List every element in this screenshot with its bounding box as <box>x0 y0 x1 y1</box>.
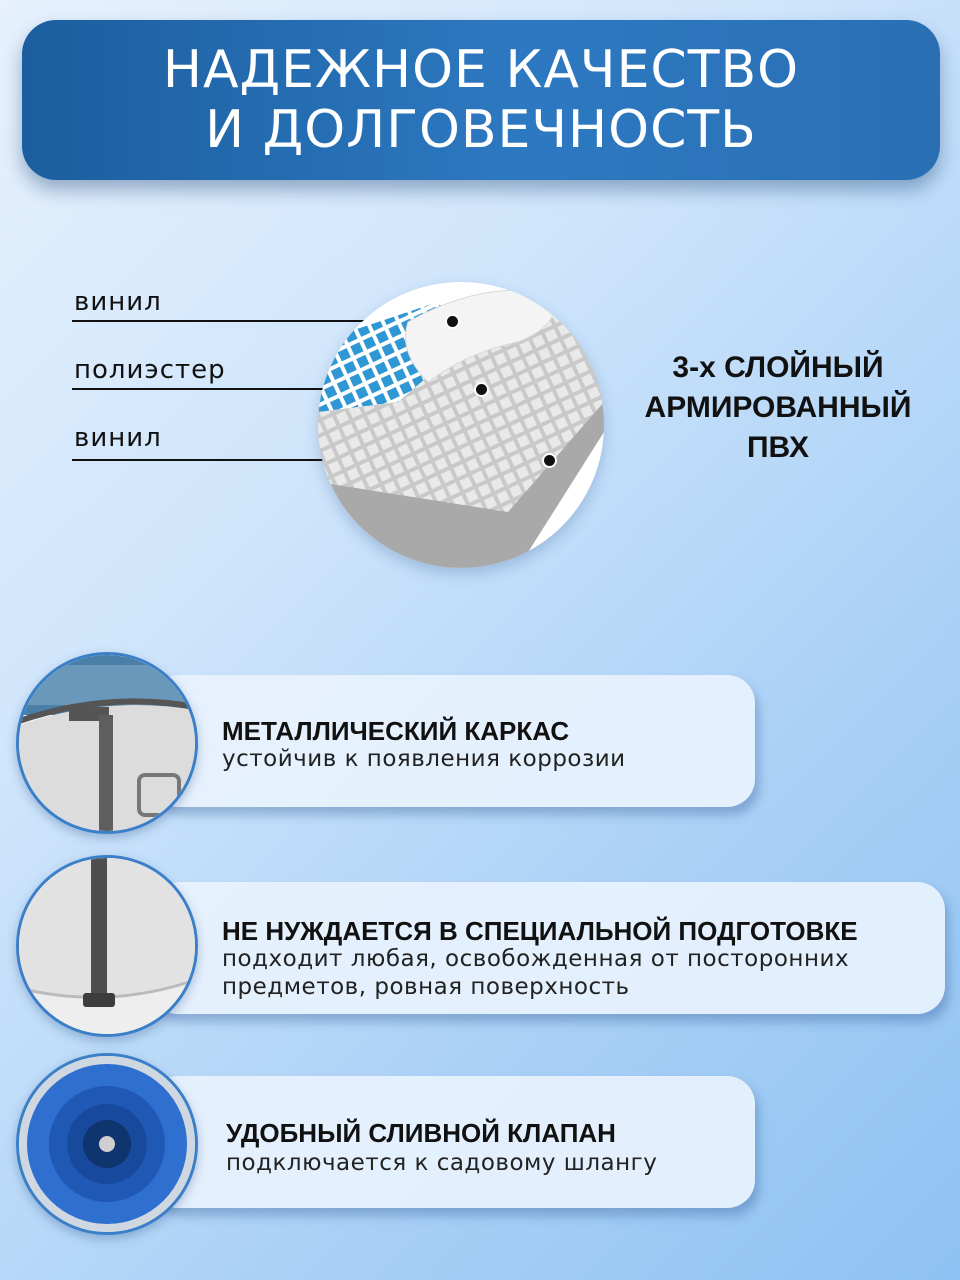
layer-label-vinyl-top: винил <box>74 287 162 317</box>
header-title-line-1: НАДЕЖНОЕ КАЧЕСТВО <box>162 40 800 100</box>
pool-leg-image <box>16 855 198 1037</box>
header-banner <box>22 20 940 180</box>
pvc-layers-image <box>318 282 604 568</box>
feature-desc-preparation-line-1: подходит любая, освобожденная от посторонних <box>222 946 850 972</box>
layer-label-vinyl-bottom: винил <box>74 423 162 453</box>
pvc-title-line-1: 3-х СЛОЙНЫЙ <box>672 351 884 384</box>
feature-desc-valve: подключается к садовому шлангу <box>226 1150 658 1176</box>
feature-title-preparation: НЕ НУЖДАЕТСЯ В СПЕЦИАЛЬНОЙ ПОДГОТОВКЕ <box>222 916 858 946</box>
pvc-title <box>618 348 938 468</box>
feature-desc-preparation-line-2: предметов, ровная поверхность <box>222 974 630 1000</box>
layer-dot-bottom <box>542 453 557 468</box>
feature-title-frame: МЕТАЛЛИЧЕСКИЙ КАРКАС <box>222 716 570 746</box>
layer-label-polyester: полиэстер <box>74 355 226 385</box>
feature-desc-frame: устойчив к появления коррозии <box>222 746 626 772</box>
drain-valve-image <box>16 1053 198 1235</box>
header-title-line-2: И ДОЛГОВЕЧНОСТЬ <box>205 100 757 160</box>
pvc-title-line-2: АРМИРОВАННЫЙ <box>644 391 912 424</box>
pvc-title-line-3: ПВХ <box>746 431 810 464</box>
layer-dot-top <box>445 314 460 329</box>
layer-dot-middle <box>474 382 489 397</box>
frame-image <box>16 652 198 834</box>
feature-title-valve: УДОБНЫЙ СЛИВНОЙ КЛАПАН <box>226 1118 616 1148</box>
